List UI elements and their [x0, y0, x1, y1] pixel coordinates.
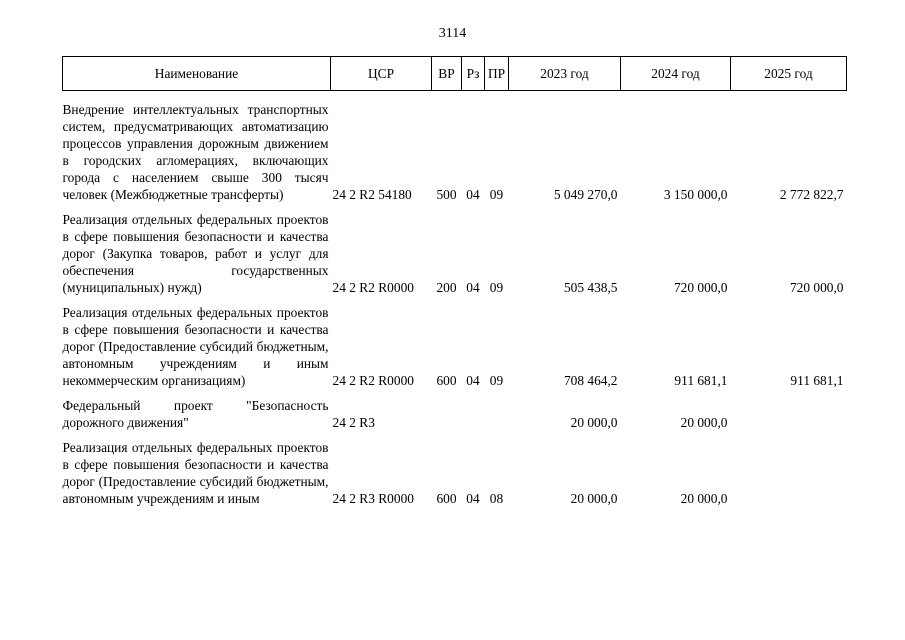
row-vr [432, 389, 462, 431]
header-csr: ЦСР [331, 57, 432, 91]
row-rz: 04 [466, 187, 480, 202]
row-2024: 3 150 000,0 [663, 187, 728, 202]
row-csr: 24 2 R2 R0000 [332, 280, 414, 295]
row-name: Федеральный проект "Безопасность дорожного движения" [62, 398, 329, 430]
row-csr: 24 2 R2 54180 [332, 187, 412, 202]
row-vr: 500 [436, 187, 457, 202]
row-csr: 24 2 R3 R0000 [332, 491, 414, 506]
row-pr: 09 [489, 373, 504, 388]
header-rz: Рз [462, 57, 485, 91]
table-row [63, 296, 847, 389]
row-rz: 04 [466, 373, 480, 388]
row-pr [485, 389, 509, 431]
header-2023: 2023 год [509, 57, 621, 91]
row-2023: 20 000,0 [570, 415, 618, 430]
row-csr: 24 2 R3 [332, 415, 375, 430]
header-vr: ВР [432, 57, 462, 91]
table-row [63, 389, 847, 431]
row-2023: 20 000,0 [570, 491, 618, 506]
row-name: Реализация отдельных федеральных проектов в сфере повышения безопасности и качества дорог (Закупка товаров, работ и услуг для обеспечения государственных (муниципальных) нужд) [62, 212, 329, 295]
row-name: Реализация отдельных федеральных проектов в сфере повышения безопасности и качества дорог (Предоставление субсидий бюджетным, автономным учреждениям и иным некоммерческим организациям) [62, 305, 329, 388]
row-pr: 09 [489, 280, 504, 295]
row-pr: 09 [489, 187, 504, 202]
row-rz: 04 [466, 280, 480, 295]
row-2024: 20 000,0 [680, 491, 728, 506]
row-2025: 911 681,1 [790, 373, 844, 388]
table-row [63, 91, 847, 204]
header-2025: 2025 год [731, 57, 847, 91]
table-row [63, 203, 847, 296]
row-name: Внедрение интеллектуальных транспортных систем, предусматривающих автоматизацию процессов управления дорожным движением в городских агломерациях, включающих города с населением свыше 300 тысяч человек (Межбюджетные трансферты) [62, 102, 329, 202]
header-2024: 2024 год [621, 57, 731, 91]
row-2024: 911 681,1 [674, 373, 728, 388]
row-rz: 04 [466, 491, 480, 506]
row-2023: 708 464,2 [563, 373, 618, 388]
row-rz [462, 389, 485, 431]
row-vr: 600 [436, 373, 457, 388]
row-2025: 2 772 822,7 [779, 187, 844, 202]
row-name: Реализация отдельных федеральных проектов в сфере повышения безопасности и качества дорог (Предоставление субсидий бюджетным, автономным учреждениям и иным [62, 440, 329, 506]
row-2025: 720 000,0 [789, 280, 844, 295]
table-header-row [63, 57, 847, 91]
row-pr: 08 [489, 491, 504, 506]
row-2023: 5 049 270,0 [553, 187, 618, 202]
header-pr: ПР [485, 57, 509, 91]
budget-table [62, 56, 847, 507]
page-number: 3114 [438, 26, 467, 41]
table-row [63, 431, 847, 507]
header-name: Наименование [63, 57, 331, 91]
row-2025 [731, 389, 847, 431]
row-csr: 24 2 R2 R0000 [332, 373, 414, 388]
row-2024: 20 000,0 [680, 415, 728, 430]
row-2025 [731, 431, 847, 507]
row-vr: 600 [436, 491, 457, 506]
row-2024: 720 000,0 [673, 280, 728, 295]
row-2023: 505 438,5 [563, 280, 618, 295]
row-vr: 200 [436, 280, 457, 295]
